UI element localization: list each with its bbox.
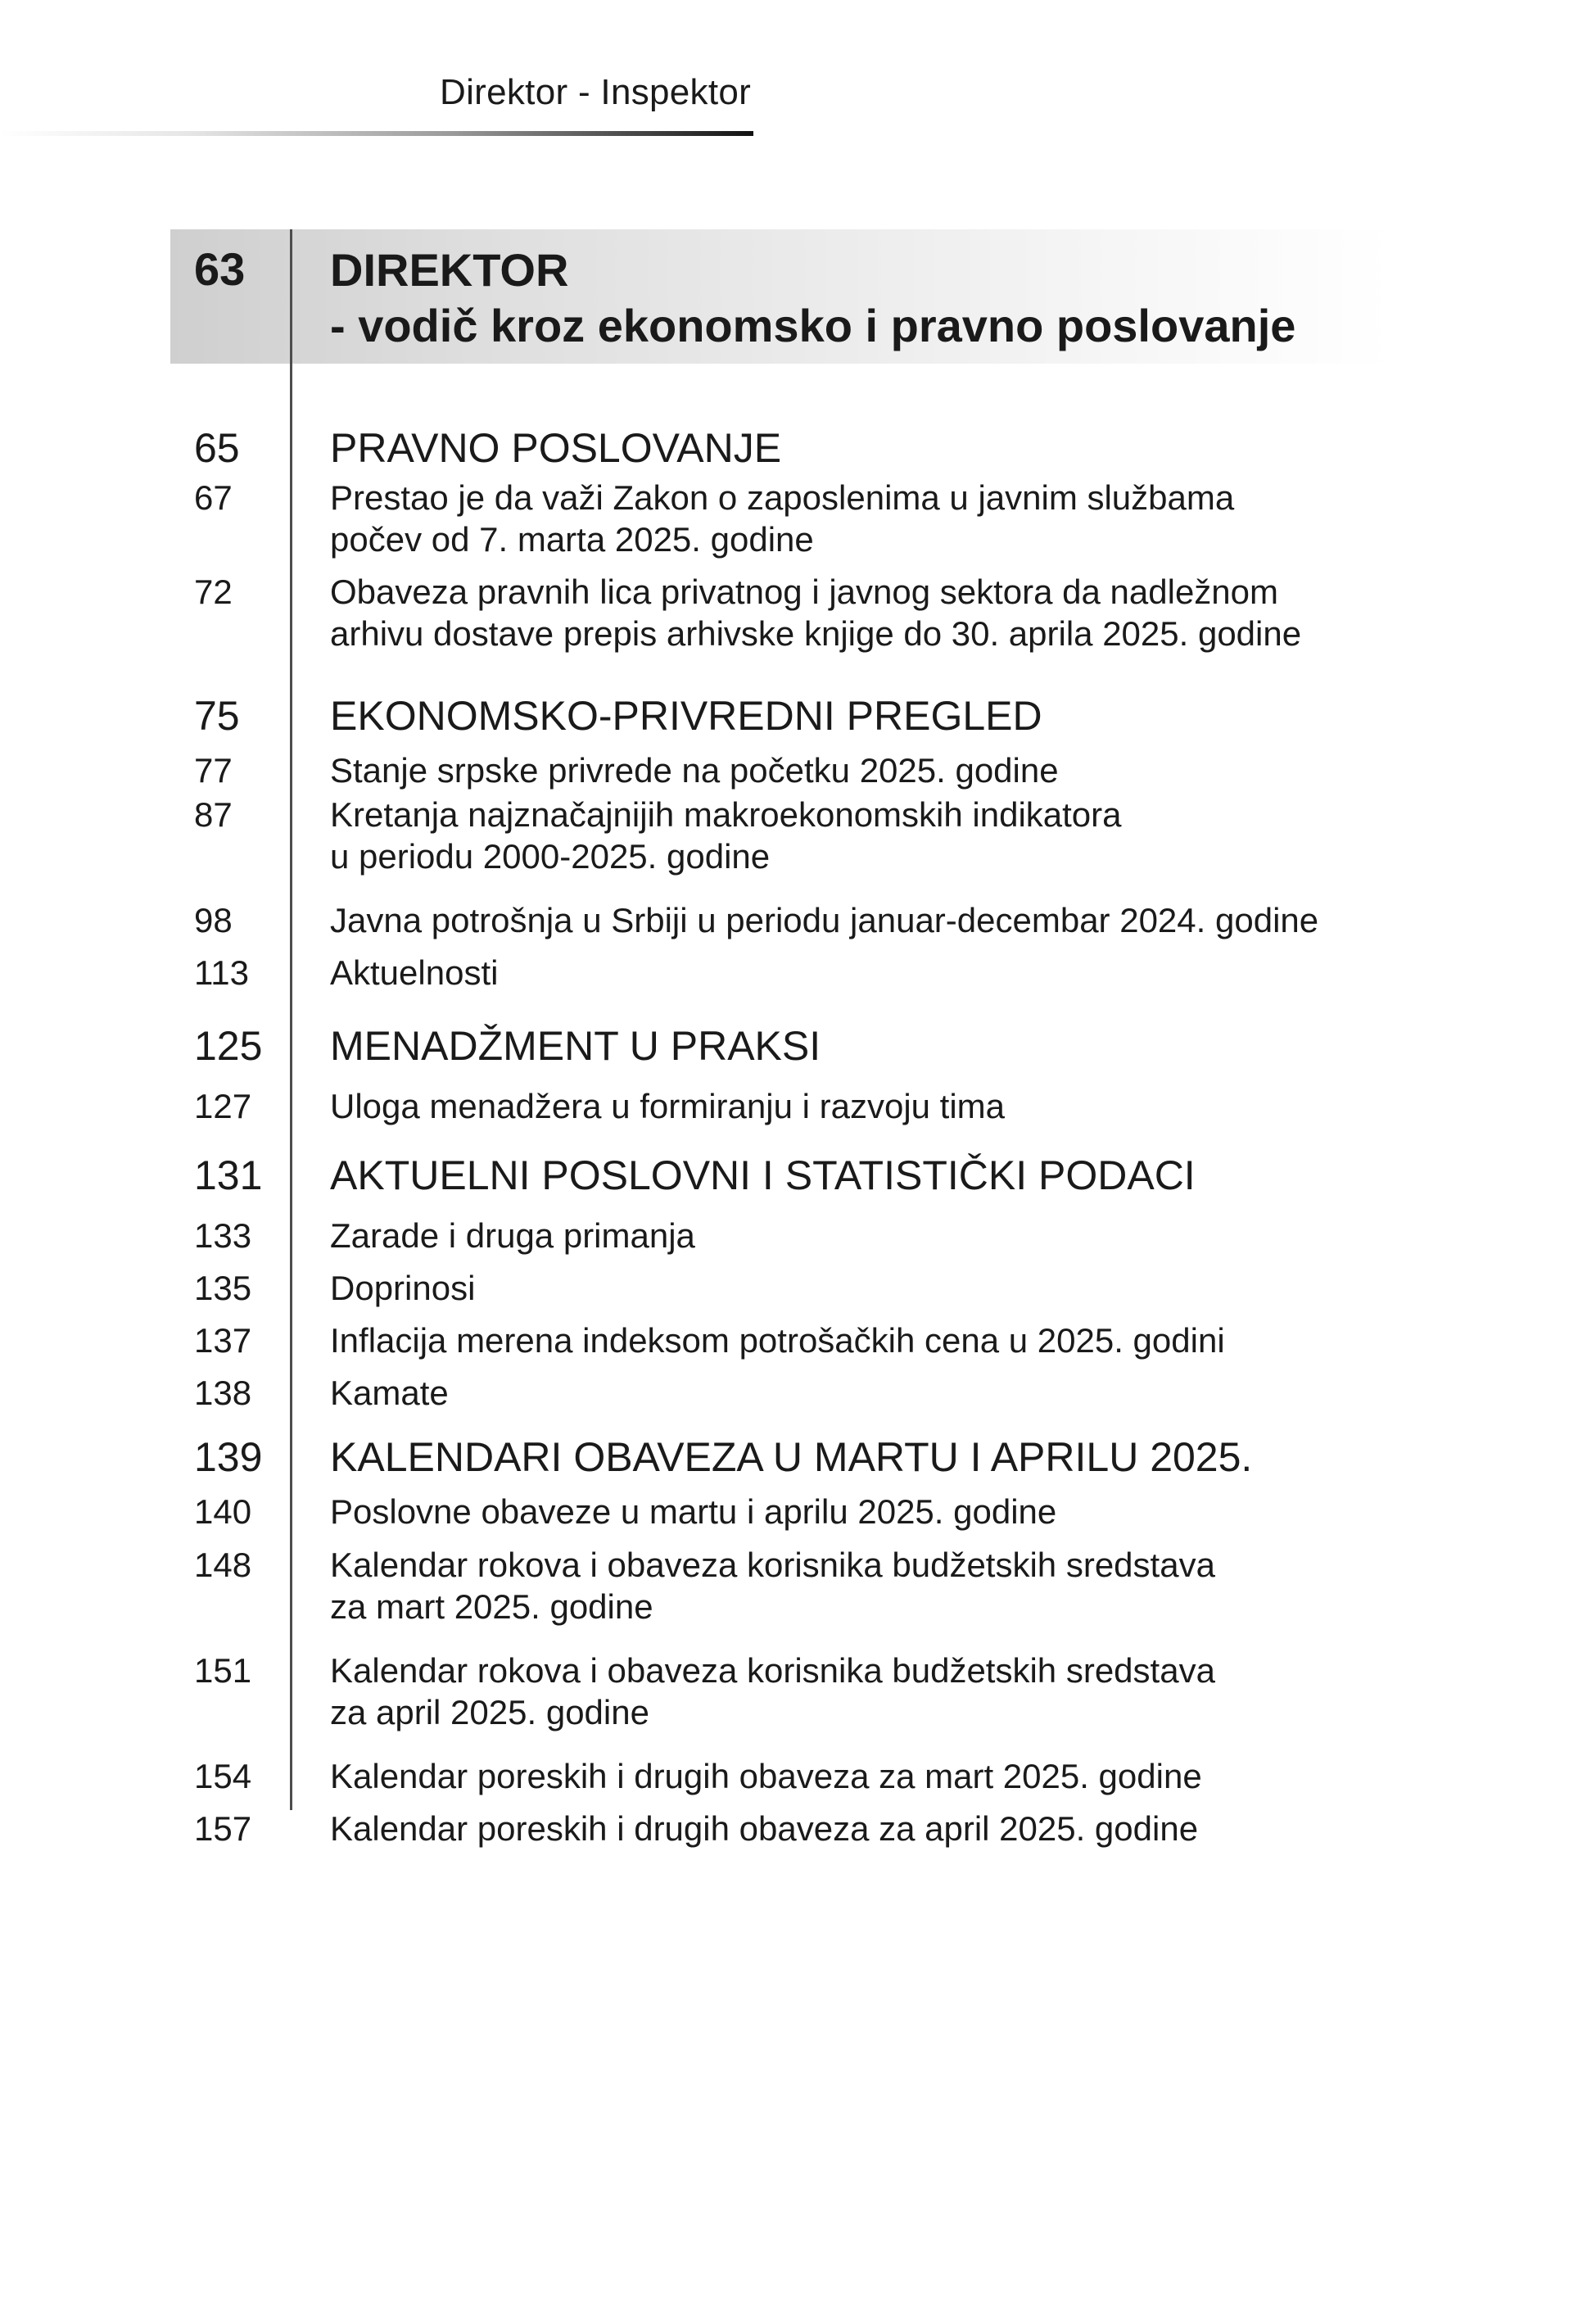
section-page-number: 125 — [194, 1023, 263, 1069]
item-title — [330, 794, 1122, 877]
feature-title-line: DIREKTOR — [330, 244, 569, 296]
item-title-line: Zarade i druga primanja — [330, 1216, 695, 1255]
feature-title-line: - vodič kroz ekonomsko i pravno poslovanje — [330, 300, 1296, 351]
item-page-number: 133 — [194, 1216, 252, 1255]
section-title: KALENDARI OBAVEZA U MARTU I APRILU 2025. — [330, 1434, 1253, 1480]
item-page-number: 138 — [194, 1374, 252, 1412]
section-title: AKTUELNI POSLOVNI I STATISTIČKI PODACI — [330, 1152, 1196, 1198]
running-header: Direktor - Inspektor — [440, 72, 752, 112]
item-title — [330, 1267, 475, 1309]
section-page-number: 131 — [194, 1152, 263, 1198]
item-title — [330, 1372, 449, 1414]
item-page-number: 67 — [194, 478, 233, 517]
feature-title[interactable] — [330, 242, 1295, 354]
feature-page-number: 63 — [194, 243, 246, 295]
item-page-number: 140 — [194, 1492, 252, 1531]
item-title-line: Kretanja najznačajnijih makroekonomskih indikatora — [330, 795, 1122, 834]
item-title — [330, 1755, 1202, 1797]
item-page-number: 154 — [194, 1757, 252, 1795]
item-title-line: Kalendar rokova i obaveza korisnika budžetskih sredstava — [330, 1651, 1215, 1690]
item-title — [330, 899, 1318, 941]
item-title — [330, 1085, 1005, 1127]
item-page-number: 148 — [194, 1546, 252, 1584]
item-title — [330, 1650, 1215, 1733]
item-title-line: počev od 7. marta 2025. godine — [330, 520, 814, 559]
item-title-line: Uloga menadžera u formiranju i razvoju tima — [330, 1087, 1006, 1125]
item-title — [330, 1319, 1225, 1361]
item-title — [330, 749, 1059, 791]
item-title-line: Obaveza pravnih lica privatnog i javnog sektora da nadležnom — [330, 573, 1279, 611]
item-title-line: Kamate — [330, 1374, 449, 1412]
item-title — [330, 1544, 1215, 1627]
section-page-number: 65 — [194, 425, 240, 471]
item-title-line: Kalendar poreskih i drugih obaveza za april 2025. godine — [330, 1809, 1199, 1848]
section-title: MENADŽMENT U PRAKSI — [330, 1023, 821, 1069]
section-page-number: 75 — [194, 693, 240, 739]
section-page-number: 139 — [194, 1434, 263, 1480]
item-title — [330, 952, 498, 994]
item-title-line: Javna potrošnja u Srbiji u periodu januar-decembar 2024. godine — [330, 901, 1319, 939]
item-title-line: arhivu dostave prepis arhivske knjige do 30. aprila 2025. godine — [330, 614, 1302, 653]
item-page-number: 137 — [194, 1321, 252, 1360]
item-page-number: 151 — [194, 1651, 252, 1690]
column-divider — [290, 229, 292, 1810]
item-title — [330, 1808, 1198, 1849]
header-rule — [0, 131, 753, 136]
item-page-number: 77 — [194, 751, 233, 790]
item-title — [330, 477, 1234, 560]
item-page-number: 98 — [194, 901, 233, 939]
item-title — [330, 1491, 1056, 1532]
item-page-number: 72 — [194, 573, 233, 611]
item-title-line: Prestao je da važi Zakon o zaposlenima u javnim službama — [330, 478, 1235, 517]
item-page-number: 87 — [194, 795, 233, 834]
item-page-number: 135 — [194, 1269, 252, 1307]
item-title-line: Kalendar poreskih i drugih obaveza za mart 2025. godine — [330, 1757, 1202, 1795]
section-title: EKONOMSKO-PRIVREDNI PREGLED — [330, 693, 1042, 739]
item-title-line: Poslovne obaveze u martu i aprilu 2025. godine — [330, 1492, 1057, 1531]
item-title-line: Doprinosi — [330, 1269, 476, 1307]
section-title: PRAVNO POSLOVANJE — [330, 425, 782, 471]
item-title-line: Stanje srpske privrede na početku 2025. godine — [330, 751, 1059, 790]
item-title-line: Inflacija merena indeksom potrošačkih cena u 2025. godini — [330, 1321, 1225, 1360]
item-title-line: za mart 2025. godine — [330, 1587, 653, 1626]
item-title — [330, 571, 1301, 654]
item-title-line: Aktuelnosti — [330, 953, 499, 992]
item-title-line: u periodu 2000-2025. godine — [330, 837, 771, 876]
item-title-line: za april 2025. godine — [330, 1693, 649, 1731]
item-title-line: Kalendar rokova i obaveza korisnika budžetskih sredstava — [330, 1546, 1215, 1584]
item-page-number: 127 — [194, 1087, 252, 1125]
item-page-number: 113 — [194, 953, 249, 992]
item-title — [330, 1215, 695, 1256]
item-page-number: 157 — [194, 1809, 252, 1848]
